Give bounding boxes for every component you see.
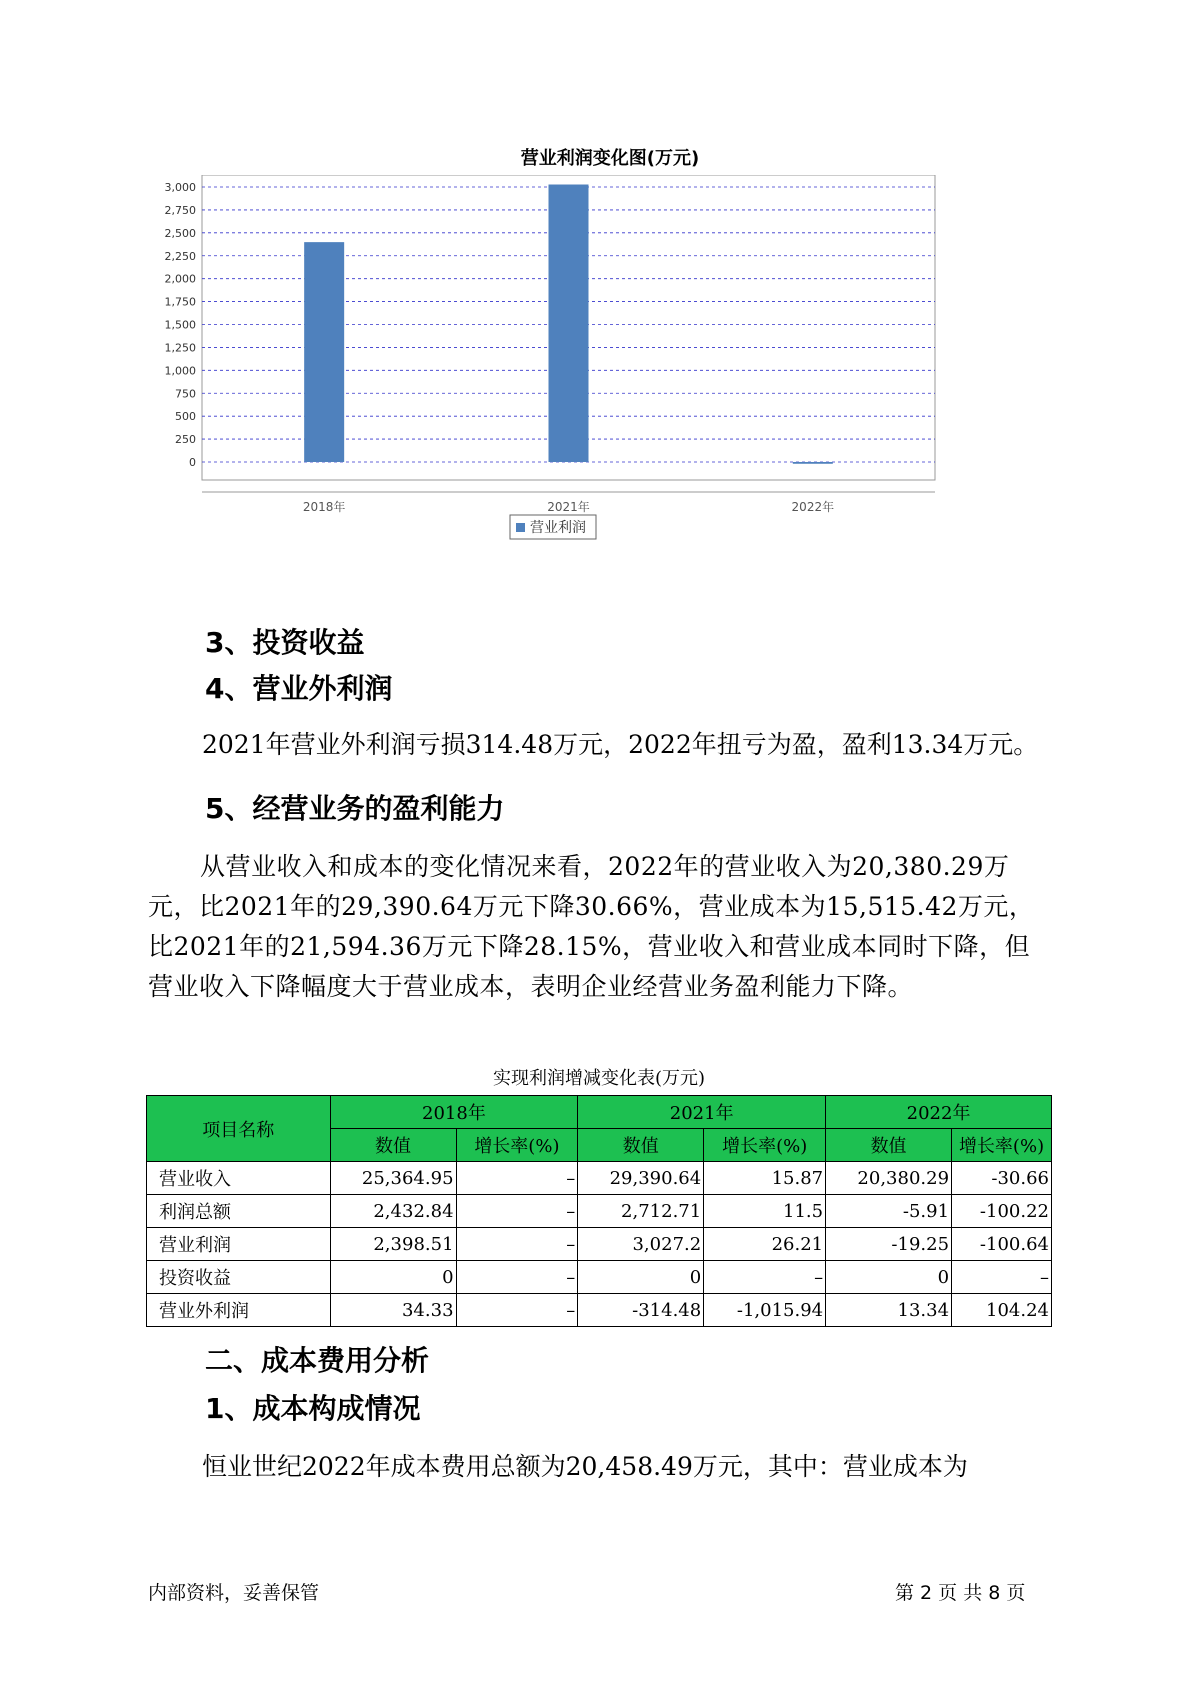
table-cell: 2,432.84 (330, 1195, 456, 1228)
table-cell: 34.33 (330, 1294, 456, 1327)
table-cell: – (456, 1228, 578, 1261)
table-cell: 3,027.2 (578, 1228, 704, 1261)
heading-profitability: 5、经营业务的盈利能力 (205, 792, 505, 825)
bar (793, 462, 833, 464)
header-growth: 增长率(%) (952, 1129, 1052, 1162)
table-cell: -30.66 (952, 1162, 1052, 1195)
header-year: 2022年 (826, 1096, 1052, 1129)
row-name: 投资收益 (147, 1261, 331, 1294)
y-tick-label: 2,250 (164, 249, 196, 263)
heading-investment-income: 3、投资收益 (205, 626, 365, 659)
y-tick-label: 3,000 (164, 181, 196, 194)
table-cell: 29,390.64 (578, 1162, 704, 1195)
operating-profit-bar-chart (150, 175, 1030, 575)
header-year: 2018年 (330, 1096, 578, 1129)
y-tick-label: 250 (175, 433, 196, 447)
header-value: 数值 (826, 1129, 952, 1162)
row-name: 营业利润 (147, 1228, 331, 1261)
header-year: 2021年 (578, 1096, 826, 1129)
table-row (147, 1228, 1052, 1261)
table-cell: 0 (330, 1261, 456, 1294)
profit-change-table (146, 1095, 1052, 1327)
table-cell: – (456, 1162, 578, 1195)
table-row (147, 1162, 1052, 1195)
bar (304, 242, 344, 462)
table-header-row-years (147, 1096, 1052, 1129)
table-cell: 11.5 (704, 1195, 826, 1228)
table-row (147, 1294, 1052, 1327)
y-tick-label: 2,750 (164, 203, 196, 217)
table-cell: 25,364.95 (330, 1162, 456, 1195)
y-tick-label: 1,250 (164, 341, 196, 355)
y-tick-label: 750 (175, 387, 196, 401)
table-cell: -1,015.94 (704, 1294, 826, 1327)
table-cell: – (952, 1261, 1052, 1294)
legend-label: 营业利润 (530, 520, 586, 536)
footer-confidential: 内部资料，妥善保管 (148, 1582, 320, 1604)
table-row (147, 1195, 1052, 1228)
table-cell: 2,398.51 (330, 1228, 456, 1261)
bar (549, 185, 589, 462)
y-tick-label: 2,500 (164, 226, 196, 240)
header-item-name: 项目名称 (147, 1096, 331, 1162)
table-cell: – (456, 1261, 578, 1294)
heading-cost-analysis: 二、成本费用分析 (205, 1344, 430, 1377)
profitability-paragraph (148, 847, 1048, 1007)
table-cell: 15.87 (704, 1162, 826, 1195)
table-cell: -19.25 (826, 1228, 952, 1261)
table-cell: -5.91 (826, 1195, 952, 1228)
x-tick-label: 2021年 (547, 500, 590, 514)
x-tick-label: 2018年 (302, 500, 346, 514)
x-tick-label: 2022年 (791, 500, 835, 514)
header-growth: 增长率(%) (704, 1129, 826, 1162)
y-tick-label: 1,750 (164, 295, 196, 309)
cost-text: 恒业世纪2022年成本费用总额为20,458.49万元，其中：营业成本为 (202, 1452, 968, 1481)
non-operating-profit-text: 2021年营业外利润亏损314.48万元，2022年扭亏为盈，盈利13.34万元。 (202, 730, 1039, 759)
header-growth: 增长率(%) (456, 1129, 578, 1162)
table-cell: – (704, 1261, 826, 1294)
table-caption: 实现利润增减变化表(万元) (492, 1068, 706, 1089)
table-cell: -100.22 (952, 1195, 1052, 1228)
legend-swatch (516, 523, 525, 532)
table-cell: 0 (826, 1261, 952, 1294)
profitability-text: 从营业收入和成本的变化情况来看，2022年的营业收入为20,380.29万元，比2021年的29,390.64万元下降30.66%，营业成本为15,515.42万元，比2021年的21,594.36万元下降28.15%，营业收入和营业成本同时下降，但营业收入下降幅度大于营业成本，表明企业经营业务盈利能力下降。 (148, 852, 1035, 1001)
row-name: 利润总额 (147, 1195, 331, 1228)
heading-cost-composition: 1、成本构成情况 (205, 1392, 421, 1425)
chart-title: 营业利润变化图(万元) (520, 148, 700, 169)
y-tick-label: 1,500 (164, 318, 196, 332)
table-cell: 26.21 (704, 1228, 826, 1261)
table-cell: 104.24 (952, 1294, 1052, 1327)
table-cell: -100.64 (952, 1228, 1052, 1261)
footer-page-number: 第 2 页 共 8 页 (895, 1582, 1026, 1604)
table-cell: 0 (578, 1261, 704, 1294)
row-name: 营业收入 (147, 1162, 331, 1195)
header-value: 数值 (330, 1129, 456, 1162)
y-tick-label: 2,000 (164, 272, 196, 286)
table-cell: – (456, 1195, 578, 1228)
heading-non-operating-profit: 4、营业外利润 (205, 672, 393, 705)
table-cell: -314.48 (578, 1294, 704, 1327)
table-cell: 20,380.29 (826, 1162, 952, 1195)
table-cell: – (456, 1294, 578, 1327)
y-tick-label: 500 (175, 410, 196, 424)
table-row (147, 1261, 1052, 1294)
y-tick-label: 0 (189, 456, 196, 469)
table-cell: 13.34 (826, 1294, 952, 1327)
y-tick-label: 1,000 (164, 364, 196, 378)
row-name: 营业外利润 (147, 1294, 331, 1327)
header-value: 数值 (578, 1129, 704, 1162)
table-cell: 2,712.71 (578, 1195, 704, 1228)
